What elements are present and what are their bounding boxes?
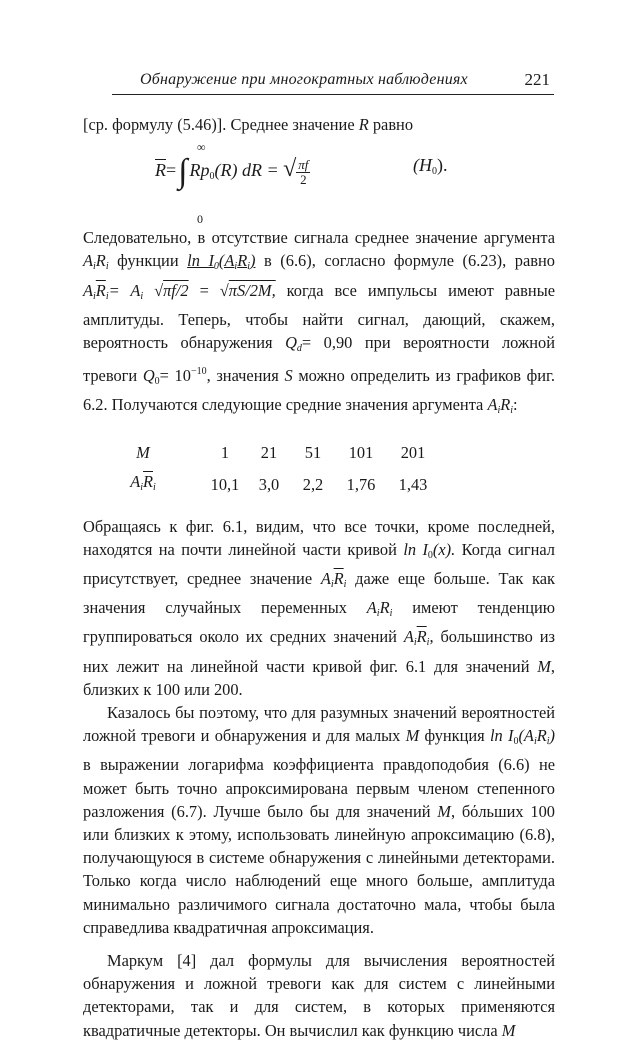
table-cell: 21 [260,443,278,463]
integral-upper-limit: ∞ [197,140,206,155]
paragraph-4: Казалось бы поэтому, что для разумных значений вероятностей ложной тревоги и обнаружения и для малых M функция $\ln I_0(A_iR_i)$ в выражении логарифма коэффициента правдоподобия (6.6) не может быть точно апроксимирована первым членом степенного разложения (6.7). Лучше было бы для значений M, бόльших 100 или близких к этому, использовать линейную апроксимацию (6.8), получающуюся в системе обнаружения с линейными детекторами. Только когда число наблюдений еще много больше, амплитуда минимально различимого сигнала достаточно мала, чтобы была справедлива квадратичная апроксимация. [83,703,555,937]
equation-expression: $\overline{R}=\int$ $Rp_0(R)$ dR = √ $\frac{\pi f}{2}$ [155,153,309,191]
page-number: 221 [524,70,550,89]
integral-sign-icon: ∫ [178,153,188,191]
table-row-label: M [136,443,150,463]
table-cell: 1,43 [398,475,428,495]
hypothesis-label: $(H_0)$. [413,155,448,178]
equation-mean-r [83,136,555,226]
sqrt-sign-icon: √ [283,156,297,183]
paragraph-3: Обращаясь к фиг. 6.1, видим, что все точки, кроме последней, находятся на почти линейной части кривой $\ln I_0(x)$. Когда сигнал присутствует, среднее значение $A_i\overline{R}_i$ даже еще больше. Так как значения случайных переменных $A_iR_i$ имеют тенденцию группироваться около их средних значений $A_i\overline{R}_i$, большинство из них лежит на линейной части кривой фиг. 6.1 для значений M, близких к 100 или 200. [83,516,555,699]
table-cell: 1 [220,443,230,463]
integral-lower-limit: 0 [197,212,203,227]
running-header [112,70,554,95]
table-row [83,469,555,501]
table-cell: 101 [348,443,374,463]
fraction: $\frac{\pi f}{2}$ [298,156,309,187]
table-cell: 51 [304,443,322,463]
values-table [83,437,555,501]
table-row-label: $A_i\overline{R}_i$ [130,472,156,494]
table-cell: 10,1 [210,475,240,495]
table-cell: 2,2 [302,475,324,495]
page-body [83,113,555,1042]
paragraph-1: [ср. формулу (5.46)]. Среднее значение R равно [83,115,414,134]
paragraph-5: Маркум [4] дал формулы для вычисления вероятностей обнаружения и ложной тревоги как для систем с линейными детекторами, так и для систем, в которых применяются квадратичные детекторы. Он вычислил как функцию числа M [83,951,555,1040]
sqrt-sign-icon: √ [219,280,229,300]
sqrt-sign-icon: √ [154,280,164,300]
table-row [83,437,555,469]
table-cell: 1,76 [346,475,376,495]
table-cell: 3,0 [258,475,280,495]
paragraph-2: Следовательно, в отсутствие сигнала среднее значение аргумента $A_iR_i$ функции $\ln I_0(A_iR_i)$ в (6.6), согласно формуле (6.23), равно $A_i\overline{R}_i= A_i$ √πf/2 = √πS/2M, когда все импульсы имеют равные амплитуды. Теперь, чтобы найти сигнал, дающий, скажем, вероятность обнаружения $Q_d= 0,90$ при вероятности ложной тревоги $Q_0= 10^{-10}$, значения S можно определить из графиков фиг. 6.2. Получаются следующие средние значения аргумента $A_iR_i$: [83,228,556,417]
running-title: Обнаружение при многократных наблюдениях [140,71,468,88]
table-cell: 201 [400,443,426,463]
